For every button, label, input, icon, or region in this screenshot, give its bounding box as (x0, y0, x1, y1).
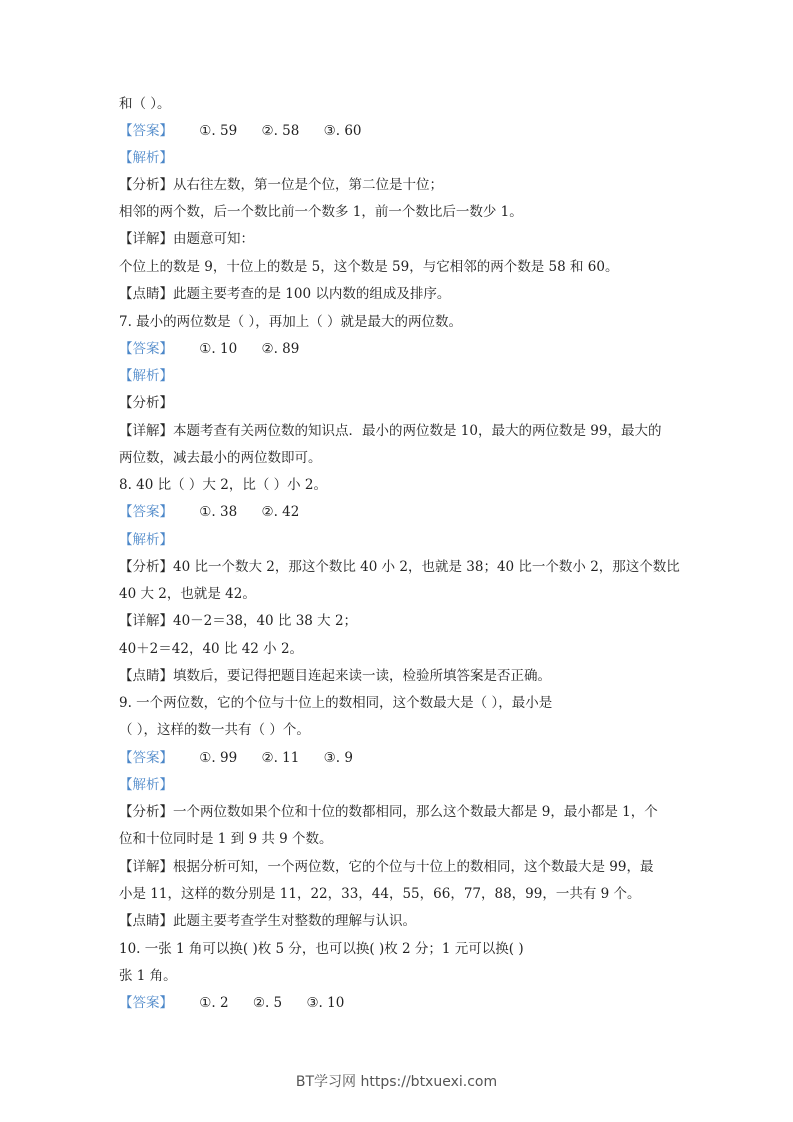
xiangjie-label: 【详解】 (119, 613, 173, 629)
q6-fenxi-cont (119, 203, 523, 221)
q9-xiangjie-row (119, 858, 653, 876)
q9-xiangjie-text: 根据分析可知，一个两位数，它的个位与十位上的数相同，这个数最大是 99，最 (173, 859, 654, 875)
xiangjie-label: 【详解】 (119, 231, 173, 247)
q9-dianjing-row (119, 912, 416, 930)
q8-dianjing-row (119, 667, 551, 685)
q9-fenxi-row (119, 803, 658, 821)
q10-answer-row (119, 994, 364, 1012)
q8-fenxi-text: 40 比一个数大 2，那这个数比 40 小 2，也就是 38；40 比一个数小 2，那这个数比 (173, 559, 680, 575)
q9-fenxi-cont (119, 830, 333, 848)
q6-answer-2: ②. 58 (261, 123, 300, 139)
q9-question-cont (119, 721, 310, 739)
xiangjie-label: 【详解】 (119, 859, 173, 875)
q6-question-tail-text: 和（ ）。 (119, 96, 171, 112)
q10-question-text: 10. 一张 1 角可以换( )枚 5 分，也可以换( )枚 2 分；1 元可以换( ) (119, 941, 524, 957)
q7-answer-2: ②. 89 (261, 341, 300, 357)
q6-answer-3: ③. 60 (323, 123, 362, 139)
jiexi-label: 【解析】 (119, 532, 173, 548)
q8-xiangjie-text: 40－2＝38，40 比 38 大 2； (173, 613, 358, 629)
q6-fenxi-text: 从右往左数，第一位是个位，第二位是十位； (173, 177, 443, 193)
q6-fenxi-cont-text: 相邻的两个数，后一个数比前一个数多 1，前一个数比后一数少 1。 (119, 204, 523, 220)
q9-jiexi-row (119, 776, 173, 794)
answer-label: 【答案】 (119, 750, 173, 766)
q6-dianjing-row (119, 285, 450, 303)
q8-answer-row (119, 503, 319, 521)
q9-xiangjie-cont (119, 885, 641, 903)
q9-question (119, 694, 552, 712)
answer-label: 【答案】 (119, 123, 173, 139)
answer-label: 【答案】 (119, 341, 173, 357)
q8-xiangjie-cont (119, 640, 303, 658)
q6-answer-1: ①. 59 (199, 123, 238, 139)
q6-jiexi-row (119, 149, 173, 167)
q8-answer-2: ②. 42 (261, 504, 300, 520)
q6-question-tail (119, 95, 171, 113)
q9-fenxi-cont-text: 位和十位同时是 1 到 9 共 9 个数。 (119, 831, 333, 847)
footer-watermark (0, 1071, 793, 1091)
q8-answer-1: ①. 38 (199, 504, 238, 520)
q9-answer-2: ②. 11 (261, 750, 300, 766)
q7-fenxi-row (119, 394, 173, 412)
fenxi-label: 【分析】 (119, 804, 173, 820)
q10-question-cont (119, 967, 177, 985)
q8-xiangjie-row (119, 612, 357, 630)
q8-fenxi-cont-text: 40 大 2，也就是 42。 (119, 586, 256, 602)
q9-fenxi-text: 一个两位数如果个位和十位的数都相同，那么这个数最大都是 9，最小都是 1，个 (173, 804, 658, 820)
q7-question (119, 313, 462, 331)
q7-jiexi-row (119, 367, 173, 385)
dianjing-label: 【点睛】 (119, 668, 173, 684)
q8-fenxi-cont (119, 585, 256, 603)
q10-question (119, 940, 524, 958)
dianjing-label: 【点睛】 (119, 286, 173, 302)
q9-answer-row (119, 749, 373, 767)
fenxi-label: 【分析】 (119, 177, 173, 193)
answer-label: 【答案】 (119, 995, 173, 1011)
q6-xiangjie-row (119, 230, 254, 248)
q8-question (119, 476, 327, 494)
jiexi-label: 【解析】 (119, 777, 173, 793)
q9-question-cont-text: （ ），这样的数一共有（ ）个。 (119, 722, 310, 738)
q7-xiangjie-cont (119, 449, 322, 467)
fenxi-label: 【分析】 (119, 559, 173, 575)
fenxi-label: 【分析】 (119, 395, 173, 411)
answer-label: 【答案】 (119, 504, 173, 520)
q7-xiangjie-text: 本题考查有关两位数的知识点．最小的两位数是 10，最大的两位数是 99，最大的 (173, 423, 662, 439)
q8-question-text: 8. 40 比（ ）大 2，比（ ）小 2。 (119, 477, 327, 493)
q10-answer-3: ③. 10 (306, 995, 345, 1011)
q8-dianjing-text: 填数后，要记得把题目连起来读一读，检验所填答案是否正确。 (173, 668, 551, 684)
q6-answer-row (119, 122, 382, 140)
q6-dianjing-text: 此题主要考查的是 100 以内数的组成及排序。 (173, 286, 451, 302)
q6-xiangjie-cont (119, 258, 618, 276)
q9-question-text: 9. 一个两位数，它的个位与十位上的数相同，这个数最大是（ ），最小是 (119, 695, 553, 711)
q10-answer-1: ①. 2 (199, 995, 229, 1011)
q6-xiangjie-cont-text: 个位上的数是 9，十位上的数是 5，这个数是 59，与它相邻的两个数是 58 和 60。 (119, 259, 619, 275)
q9-answer-1: ①. 99 (199, 750, 238, 766)
q7-question-text: 7. 最小的两位数是（ ），再加上（ ）就是最大的两位数。 (119, 314, 463, 330)
q7-answer-row (119, 340, 319, 358)
q9-dianjing-text: 此题主要考查学生对整数的理解与认识。 (173, 913, 416, 929)
jiexi-label: 【解析】 (119, 150, 173, 166)
q10-question-cont-text: 张 1 角。 (119, 968, 177, 984)
xiangjie-label: 【详解】 (119, 423, 173, 439)
q7-answer-1: ①. 10 (199, 341, 238, 357)
q10-answer-2: ②. 5 (252, 995, 283, 1011)
q6-fenxi-row (119, 176, 443, 194)
q8-xiangjie-cont-text: 40＋2＝42，40 比 42 小 2。 (119, 641, 304, 657)
jiexi-label: 【解析】 (119, 368, 173, 384)
q9-answer-3: ③. 9 (323, 750, 353, 766)
dianjing-label: 【点睛】 (119, 913, 173, 929)
q8-jiexi-row (119, 531, 173, 549)
q7-xiangjie-row (119, 422, 661, 440)
q7-xiangjie-cont-text: 两位数，减去最小的两位数即可。 (119, 450, 322, 466)
q8-fenxi-row (119, 558, 680, 576)
q9-xiangjie-cont-text: 小是 11，这样的数分别是 11，22，33，44，55，66，77，88，99，一共有 9 个。 (119, 886, 641, 902)
q6-xiangjie-text: 由题意可知： (173, 231, 254, 247)
footer-text: BT学习网 https://btxuexi.com (295, 1074, 498, 1090)
